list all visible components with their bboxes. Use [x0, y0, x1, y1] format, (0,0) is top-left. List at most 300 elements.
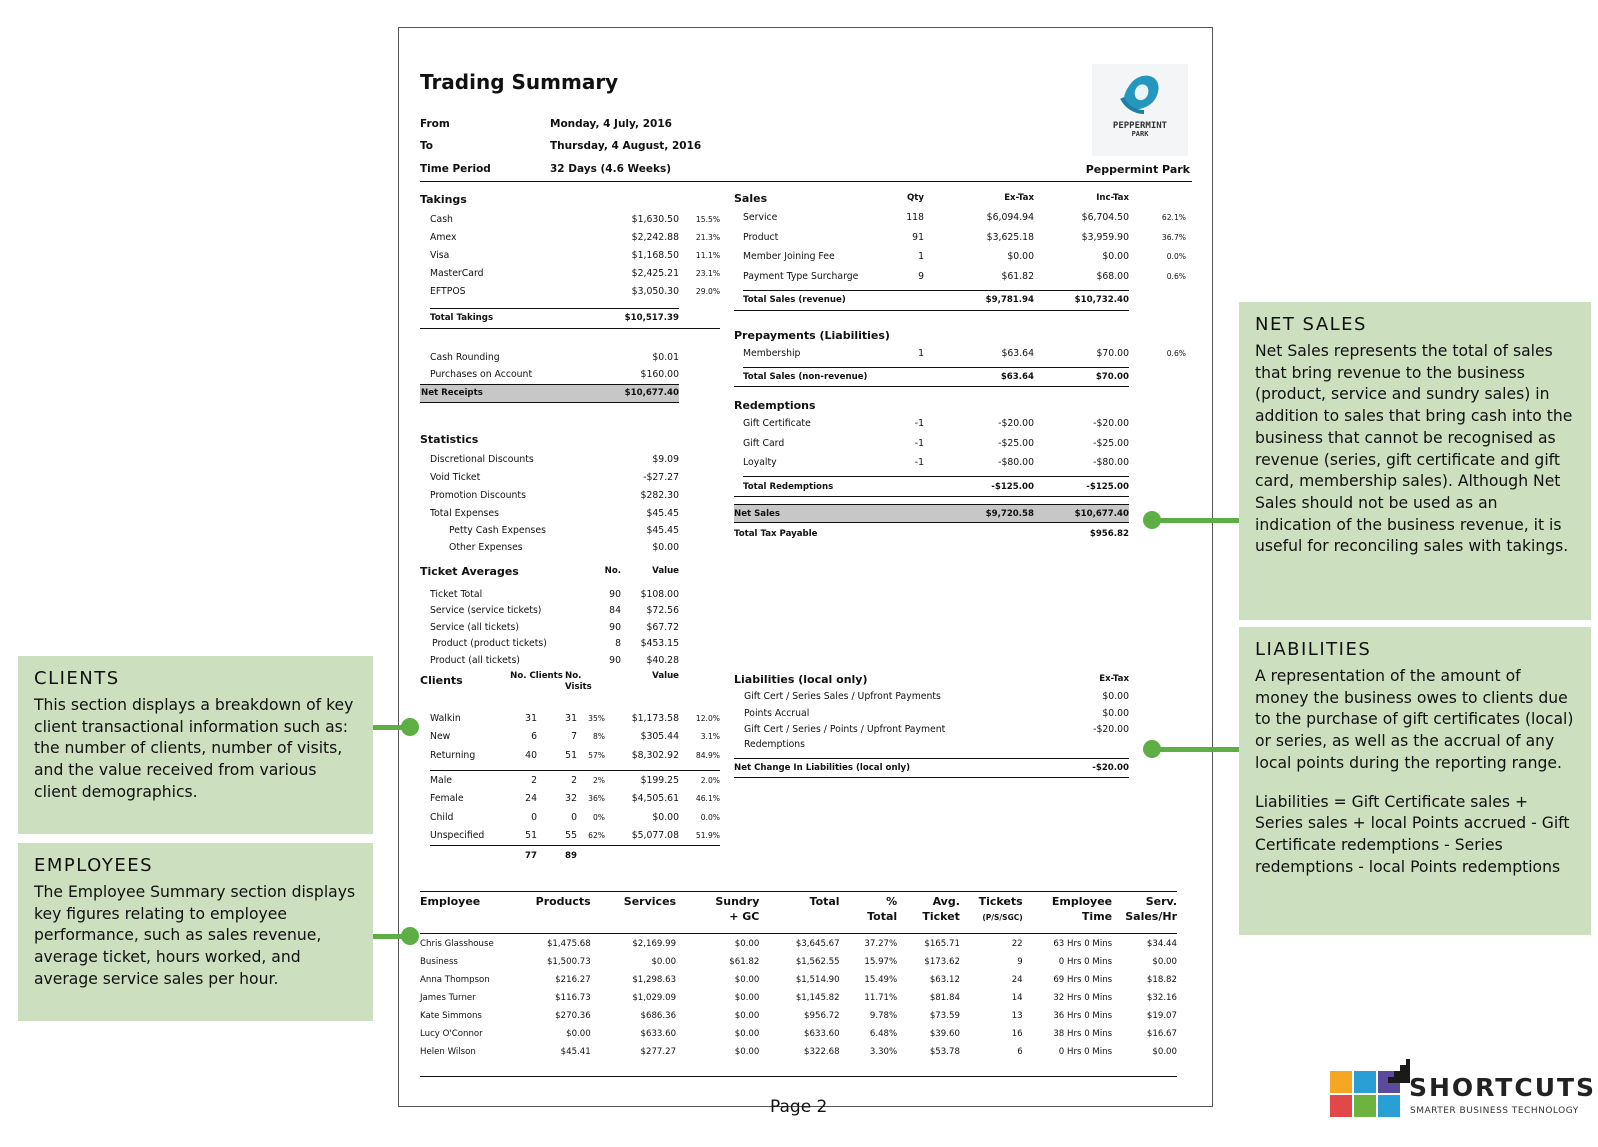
- total-sales-extax: $9,781.94: [924, 290, 1034, 310]
- takings-label: Visa: [430, 249, 450, 261]
- takings-label: EFTPOS: [430, 285, 466, 297]
- ticket-value: $108.00: [640, 588, 680, 600]
- employee-avg: $39.60: [929, 1029, 960, 1039]
- total-redemptions-row: [734, 477, 1186, 497]
- statistics-value: $45.45: [646, 507, 679, 519]
- redemption-label: Gift Card: [743, 437, 785, 449]
- clients-title: Clients: [420, 674, 463, 687]
- client-visits-pct: 57%: [588, 750, 606, 760]
- client-label: Returning: [430, 749, 476, 761]
- col-pct-line1: %: [886, 895, 898, 908]
- liabilities-note-title: LIABILITIES: [1255, 639, 1372, 660]
- sales-qty: 118: [906, 212, 924, 224]
- liability-value: $0.00: [1102, 691, 1130, 702]
- takings-title: Takings: [420, 192, 467, 206]
- employee-tickets: 6: [1017, 1047, 1023, 1057]
- client-count: 24: [525, 793, 537, 805]
- employee-total: $1,514.90: [795, 975, 840, 985]
- client-count: 31: [525, 712, 537, 724]
- clients-col-value: Value: [652, 671, 680, 681]
- takings-value: $2,242.88: [631, 231, 679, 243]
- employee-tickets: 14: [1011, 993, 1023, 1003]
- client-value: $1,173.58: [631, 712, 680, 724]
- employee-row: [420, 1007, 1177, 1025]
- client-value-pct: 3.1%: [700, 732, 721, 742]
- net-sales-note-title: NET SALES: [1255, 314, 1367, 335]
- client-value: $8,302.92: [631, 749, 680, 761]
- col-time-line1: Employee: [1051, 895, 1113, 908]
- col-avg-ticket: [897, 895, 960, 933]
- statistics-label: Void Ticket: [430, 471, 481, 483]
- sales-extax-header: Ex-Tax: [1004, 193, 1034, 203]
- ticket-row: [420, 652, 720, 669]
- logo-text: [1092, 122, 1188, 139]
- to-label: To: [420, 140, 433, 152]
- employees-body: [420, 935, 1177, 1061]
- purchases-on-account-value: $160.00: [640, 369, 679, 381]
- employee-serv: $19.07: [1146, 1011, 1177, 1021]
- total-nonrevenue-inctax: $70.00: [1034, 367, 1129, 386]
- statistics-sub-value: $45.45: [646, 525, 679, 536]
- employee-total: $633.60: [804, 1029, 840, 1039]
- net-sales-note-text: Net Sales represents the total of sales that bring revenue to the business (product, service and sundry sales) in addition to sales that bring cash into the business that cannot be recognised as revenue (series, gift certificate and gift card, membership sales). Although Net Sales should not be used as an indication of the business revenue, it is useful for reconciling sales with takings.: [1255, 342, 1573, 556]
- employee-serv: $0.00: [1152, 957, 1177, 967]
- sales-qty: 91: [912, 231, 924, 243]
- header-rule: [420, 181, 1192, 182]
- employee-name: Lucy O'Connor: [420, 1029, 483, 1039]
- liabilities-table: [734, 670, 1129, 781]
- client-value-pct: 2.0%: [679, 771, 720, 790]
- sales-row: [734, 228, 1186, 248]
- client-visits: 7: [571, 731, 578, 743]
- report-page: [398, 27, 1213, 1107]
- takings-pct: 15.5%: [695, 214, 721, 224]
- redemption-qty: -1: [914, 457, 924, 469]
- sales-label: Service: [743, 212, 778, 224]
- ticket-row: [420, 603, 720, 620]
- col-total: Total: [809, 895, 840, 908]
- total-takings-label: Total Takings: [430, 308, 595, 328]
- employee-time: 0 Hrs 0 Mins: [1058, 1047, 1113, 1057]
- sales-pct: 0.6%: [1166, 271, 1186, 281]
- net-receipts-row: [420, 384, 720, 402]
- redemption-label: Loyalty: [743, 457, 777, 469]
- ticket-averages-table: [420, 560, 720, 669]
- redemptions-title: Redemptions: [734, 398, 816, 412]
- ticket-no: 90: [609, 654, 622, 666]
- sales-inctax: $68.00: [1096, 270, 1129, 282]
- company-logo: [1092, 64, 1188, 156]
- sales-inctax-header: Inc-Tax: [1096, 193, 1129, 203]
- employee-name: Kate Simmons: [420, 1011, 482, 1021]
- employee-name: Anna Thompson: [420, 975, 490, 985]
- statistics-subrow: [420, 539, 720, 556]
- client-count: 0: [531, 811, 537, 823]
- statistics-value: $282.30: [640, 489, 679, 501]
- statistics-row: [420, 486, 720, 504]
- col-sundry: [676, 895, 759, 933]
- takings-value: $3,050.30: [631, 285, 679, 297]
- total-sales-inctax: $10,732.40: [1034, 290, 1129, 310]
- employee-pct: 11.71%: [864, 993, 898, 1003]
- client-visits-pct: 8%: [592, 732, 606, 742]
- sales-extax: $6,094.94: [986, 212, 1034, 224]
- logo-square-blue: [1354, 1071, 1376, 1093]
- employee-sundry: $0.00: [734, 1011, 760, 1021]
- liability-row-cont: [734, 737, 1129, 752]
- employee-total: $1,562.55: [795, 957, 840, 967]
- client-label: Unspecified: [430, 830, 485, 841]
- redemption-inctax: -$25.00: [1093, 437, 1129, 449]
- ticket-no: 90: [609, 588, 622, 600]
- employee-row: [420, 971, 1177, 989]
- client-value-pct: 12.0%: [695, 713, 721, 723]
- brand-name: SHORTCUTS: [1409, 1073, 1597, 1102]
- client-visits-pct: 35%: [588, 713, 606, 723]
- sales-inctax: $6,704.50: [1081, 212, 1129, 224]
- liabilities-marker: [1143, 740, 1161, 758]
- liability-value: $0.00: [1102, 708, 1130, 719]
- statistics-sub-label: Other Expenses: [449, 542, 523, 553]
- ticket-no: 90: [609, 621, 622, 633]
- redemption-row: [734, 414, 1186, 434]
- clients-total: 77: [496, 845, 537, 867]
- employee-pct: 3.30%: [869, 1047, 898, 1057]
- employee-row: [420, 1025, 1177, 1043]
- statistics-value: $9.09: [652, 453, 679, 465]
- logo-line2: PARK: [1131, 130, 1149, 139]
- sales-title: Sales: [734, 191, 768, 205]
- prepayment-extax: $63.64: [1001, 348, 1034, 359]
- liability-label: Gift Cert / Series Sales / Upfront Payments: [744, 691, 941, 702]
- liabilities-note: [1239, 627, 1591, 935]
- clients-note-text: This section displays a breakdown of key client transactional information such as: the number of clients, number of visits, and the value received from various client demographics.: [34, 696, 354, 801]
- cash-rounding-label: Cash Rounding: [430, 351, 500, 363]
- sales-label: Product: [743, 231, 779, 243]
- takings-value: $1,630.50: [631, 213, 679, 225]
- sales-row: [734, 267, 1186, 287]
- col-pct-line2: Total: [867, 909, 898, 923]
- sales-extax: $61.82: [1001, 270, 1034, 282]
- client-visits: 0: [571, 811, 578, 823]
- client-value: $5,077.08: [631, 830, 680, 841]
- employee-pct: 15.49%: [864, 975, 898, 985]
- takings-pct: 29.0%: [695, 286, 721, 296]
- tax-payable-value: $956.82: [1089, 528, 1129, 539]
- takings-value: $1,168.50: [631, 249, 679, 261]
- redemption-inctax: -$20.00: [1093, 418, 1129, 430]
- client-value-pct: 46.1%: [695, 794, 721, 804]
- employee-products: $1,500.73: [546, 957, 591, 967]
- employees-header-row: [420, 895, 1177, 933]
- employee-time: 36 Hrs 0 Mins: [1053, 1011, 1113, 1021]
- employee-products: $0.00: [566, 1029, 591, 1039]
- ticket-averages-title: Ticket Averages: [420, 564, 519, 578]
- client-label: Walkin: [430, 712, 461, 724]
- ticket-no: 8: [615, 638, 622, 650]
- employee-tickets: 13: [1011, 1011, 1023, 1021]
- report-title: Trading Summary: [420, 70, 619, 94]
- employee-serv: $32.16: [1146, 993, 1177, 1003]
- total-nonrevenue-row: [734, 367, 1186, 386]
- liability-row: [734, 722, 1129, 737]
- from-label: From: [420, 118, 450, 130]
- takings-row: [420, 246, 720, 264]
- ticket-value: $40.28: [646, 654, 680, 666]
- client-label: Child: [430, 811, 454, 823]
- employee-name: Chris Glasshouse: [420, 939, 494, 949]
- employee-serv: $0.00: [1152, 1047, 1177, 1057]
- employee-services: $686.36: [640, 1011, 677, 1021]
- net-receipts-label: Net Receipts: [420, 384, 595, 402]
- period-value: 32 Days (4.6 Weeks): [550, 163, 672, 175]
- employee-services: $2,169.99: [632, 939, 677, 949]
- redemption-qty: -1: [914, 437, 924, 449]
- client-visits-pct: 62%: [588, 831, 606, 840]
- sales-pct: 36.7%: [1161, 232, 1186, 242]
- employee-serv: $34.44: [1146, 939, 1177, 949]
- employee-avg: $81.84: [929, 993, 960, 1003]
- ticket-value: $67.72: [646, 621, 680, 633]
- statistics-row: [420, 468, 720, 486]
- client-visits: 55: [565, 830, 578, 841]
- net-sales-marker: [1143, 511, 1161, 529]
- employee-tickets: 16: [1011, 1029, 1023, 1039]
- client-count: 40: [525, 749, 537, 761]
- employee-total: $1,145.82: [795, 993, 840, 1003]
- employee-name: Helen Wilson: [420, 1047, 476, 1057]
- client-visits: 32: [565, 793, 578, 805]
- employee-row: [420, 953, 1177, 971]
- clients-total-row: [420, 845, 720, 867]
- employee-time: 32 Hrs 0 Mins: [1053, 993, 1113, 1003]
- statistics-label: Promotion Discounts: [430, 489, 526, 501]
- col-avg-line2: Ticket: [922, 909, 960, 923]
- employee-avg: $53.78: [929, 1047, 960, 1057]
- employee-sundry: $0.00: [734, 975, 760, 985]
- col-sundry-line2: + GC: [729, 909, 760, 923]
- takings-extra-row: [420, 366, 720, 384]
- redemption-row: [734, 434, 1186, 454]
- redemption-extax: -$25.00: [998, 437, 1034, 449]
- ticket-row: [420, 586, 720, 603]
- client-label: New: [430, 731, 451, 743]
- employees-note: [18, 843, 373, 1021]
- liability-label-cont: Redemptions: [744, 739, 805, 750]
- statistics-row: [420, 450, 720, 468]
- employee-sundry: $0.00: [734, 939, 760, 949]
- total-redemptions-label: Total Redemptions: [743, 477, 884, 497]
- total-sales-row: [734, 290, 1186, 310]
- net-receipts-value: $10,677.40: [595, 384, 679, 402]
- client-visits-pct: 0%: [592, 812, 606, 822]
- statistics-sub-label: Petty Cash Expenses: [449, 525, 546, 536]
- employee-services: $1,298.63: [632, 975, 677, 985]
- prepayment-pct: 0.6%: [1166, 349, 1186, 358]
- employee-services: $0.00: [651, 957, 677, 967]
- col-serv-line2: Sales/Hr: [1125, 909, 1177, 923]
- sales-table: [734, 188, 1186, 545]
- employee-tickets: 9: [1017, 957, 1023, 967]
- sales-inctax: $3,959.90: [1081, 231, 1129, 243]
- employees-marker: [401, 927, 419, 945]
- sales-pct: 62.1%: [1161, 213, 1186, 223]
- liability-row: [734, 705, 1129, 722]
- redemption-extax: -$20.00: [998, 418, 1034, 430]
- prepayment-label: Membership: [743, 348, 801, 359]
- clients-marker: [401, 718, 419, 736]
- takings-label: MasterCard: [430, 267, 484, 279]
- liabilities-note-formula: Liabilities = Gift Certificate sales + Series sales + local Points accrued - Gift Certificate redemptions - Series redemptions - local Points redemptions: [1255, 792, 1570, 876]
- prepayments-title: Prepayments (Liabilities): [734, 328, 890, 342]
- total-takings-row: [420, 308, 720, 328]
- employee-products: $270.36: [555, 1011, 591, 1021]
- employee-total: $3,645.67: [795, 939, 840, 949]
- company-name: Peppermint Park: [1085, 163, 1190, 176]
- client-row: [420, 746, 720, 765]
- ticket-label: Product (product tickets): [432, 638, 547, 650]
- total-redemptions-inctax: -$125.00: [1034, 477, 1129, 497]
- ticket-value: $72.56: [646, 605, 680, 617]
- liability-label: Gift Cert / Series / Points / Upfront Payment: [744, 724, 946, 735]
- clients-col-clients: No. Clients: [510, 671, 563, 681]
- clients-col-visits: No. Visits: [565, 671, 592, 693]
- employee-products: $216.27: [555, 975, 591, 985]
- statistics-table: [420, 428, 720, 556]
- takings-label: Cash: [430, 213, 453, 225]
- takings-row: [420, 228, 720, 246]
- from-value: Monday, 4 July, 2016: [550, 118, 672, 130]
- ticket-label: Service (all tickets): [430, 621, 519, 633]
- period-label: Time Period: [420, 163, 491, 175]
- employees-note-text: The Employee Summary section displays key figures relating to employee performance, such as sales revenue, average ticket, hours worked, and average service sales per hour.: [34, 883, 356, 988]
- col-employee-time: [1023, 895, 1112, 933]
- total-redemptions-extax: -$125.00: [924, 477, 1034, 497]
- employee-time: 63 Hrs 0 Mins: [1053, 939, 1113, 949]
- prepayment-inctax: $70.00: [1096, 348, 1129, 359]
- col-tickets-line1: Tickets: [978, 895, 1023, 908]
- takings-extra-row: [420, 348, 720, 366]
- client-value-pct: 84.9%: [695, 750, 721, 760]
- employee-pct: 15.97%: [864, 957, 898, 967]
- logo-square-red: [1330, 1095, 1352, 1117]
- net-liabilities-label: Net Change In Liabilities (local only): [734, 758, 1044, 777]
- visits-total: 89: [537, 845, 577, 867]
- redemption-inctax: -$80.00: [1093, 457, 1129, 469]
- statistics-title: Statistics: [420, 432, 479, 446]
- net-liabilities-value: -$20.00: [1044, 758, 1129, 777]
- sales-label: Member Joining Fee: [743, 251, 835, 263]
- client-row: [420, 728, 720, 747]
- col-sundry-line1: Sundry: [715, 895, 760, 908]
- employee-sundry: $0.00: [734, 993, 760, 1003]
- statistics-sub-value: $0.00: [652, 542, 679, 553]
- employee-sundry: $0.00: [734, 1029, 760, 1039]
- sales-row: [734, 208, 1186, 228]
- ticket-label: Ticket Total: [430, 588, 483, 600]
- col-tickets: [960, 895, 1023, 933]
- statistics-label: Discretional Discounts: [430, 453, 534, 465]
- logo-square-blue2: [1378, 1095, 1400, 1117]
- sales-label: Payment Type Surcharge: [743, 270, 859, 282]
- employee-tickets: 22: [1011, 939, 1023, 949]
- tax-payable-row: [734, 523, 1186, 545]
- liability-value: -$20.00: [1093, 724, 1130, 735]
- clients-note-title: CLIENTS: [34, 668, 120, 689]
- client-label: Male: [430, 771, 496, 790]
- purchases-on-account-label: Purchases on Account: [430, 369, 533, 381]
- liabilities-note-text: A representation of the amount of money the business owes to clients due to the purchase of gift certificates (local) or series, as well as the accrual of any local points during the reporting range.: [1255, 667, 1574, 772]
- total-nonrevenue-label: Total Sales (non-revenue): [743, 367, 884, 386]
- ticket-value: $453.15: [640, 638, 680, 650]
- client-value-pct: 51.9%: [695, 831, 721, 840]
- takings-row: [420, 210, 720, 228]
- employee-services: $277.27: [640, 1047, 677, 1057]
- net-sales-extax: $9,720.58: [924, 505, 1034, 523]
- client-visits: 2: [537, 771, 577, 790]
- client-value-pct: 0.0%: [700, 812, 721, 822]
- employee-pct: 9.78%: [869, 1011, 898, 1021]
- employee-row: [420, 935, 1177, 953]
- employee-products: $45.41: [560, 1047, 591, 1057]
- total-takings-value: $10,517.39: [595, 308, 679, 328]
- employee-services: $633.60: [640, 1029, 677, 1039]
- sales-extax: $0.00: [1007, 251, 1034, 263]
- takings-table: [420, 188, 720, 403]
- net-sales-label: Net Sales: [734, 505, 884, 523]
- employee-name: James Turner: [420, 993, 476, 1003]
- statistics-label: Total Expenses: [430, 507, 499, 519]
- client-label: Female: [430, 793, 464, 805]
- employee-sundry: $0.00: [734, 1047, 760, 1057]
- employee-products: $116.73: [555, 993, 591, 1003]
- net-sales-row: [734, 505, 1186, 523]
- employee-sundry: $61.82: [729, 957, 760, 967]
- net-liabilities-row: [734, 758, 1129, 777]
- ticket-label: Product (all tickets): [430, 654, 520, 666]
- client-count: 6: [531, 731, 537, 743]
- cash-rounding-value: $0.01: [652, 351, 679, 363]
- employee-avg: $73.59: [929, 1011, 960, 1021]
- redemption-qty: -1: [914, 418, 924, 430]
- takings-pct: 21.3%: [695, 232, 721, 242]
- client-visits: 51: [565, 749, 578, 761]
- client-row: [420, 827, 720, 846]
- employee-pct: 37.27%: [864, 939, 898, 949]
- client-visits: 31: [565, 712, 578, 724]
- takings-row: [420, 282, 720, 300]
- prepayment-qty: 1: [918, 348, 924, 359]
- logo-square-green: [1354, 1095, 1376, 1117]
- to-value: Thursday, 4 August, 2016: [550, 140, 702, 152]
- client-visits-pct: 2%: [577, 771, 605, 790]
- employees-bottom-rule: [420, 1076, 1177, 1077]
- employee-serv: $16.67: [1146, 1029, 1177, 1039]
- brand-tagline: SMARTER BUSINESS TECHNOLOGY: [1410, 1106, 1579, 1116]
- liabilities-extax-header: Ex-Tax: [1099, 674, 1130, 684]
- employees-note-title: EMPLOYEES: [34, 855, 153, 876]
- liabilities-title: Liabilities (local only): [734, 672, 868, 686]
- net-sales-leader: [1152, 518, 1239, 523]
- employee-time: 38 Hrs 0 Mins: [1053, 1029, 1113, 1039]
- employee-time: 69 Hrs 0 Mins: [1053, 975, 1113, 985]
- employee-name: Business: [420, 957, 458, 967]
- redemption-extax: -$80.00: [998, 457, 1034, 469]
- employee-services: $1,029.09: [632, 993, 677, 1003]
- client-visits-pct: 36%: [588, 794, 606, 804]
- takings-row: [420, 264, 720, 282]
- takings-pct: 11.1%: [695, 250, 721, 260]
